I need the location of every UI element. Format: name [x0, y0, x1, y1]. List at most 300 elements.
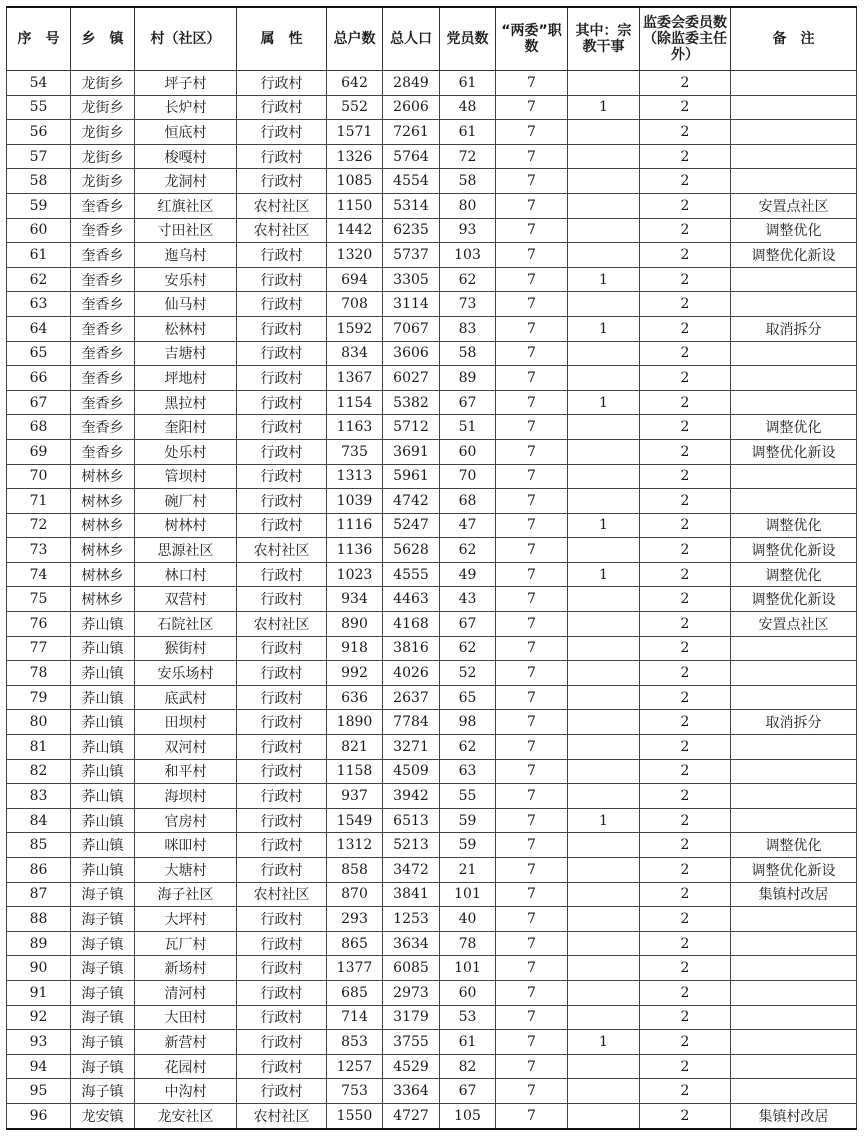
households-cell: 1890 — [327, 710, 383, 735]
table-row — [7, 636, 857, 661]
committee-posts-cell: 7 — [496, 980, 568, 1005]
table-row — [7, 710, 857, 735]
attribute-cell: 行政村 — [237, 390, 327, 415]
committee-posts-cell: 7 — [496, 439, 568, 464]
supervisory-members-cell: 2 — [640, 956, 731, 981]
party-members-cell: 61 — [440, 120, 496, 145]
attribute-cell: 行政村 — [237, 587, 327, 612]
population-cell: 5247 — [383, 513, 440, 538]
religious-officers-cell — [568, 366, 640, 391]
religious-officers-cell — [568, 71, 640, 96]
attribute-cell: 行政村 — [237, 685, 327, 710]
households-cell: 552 — [327, 95, 383, 120]
attribute-cell: 行政村 — [237, 169, 327, 194]
village-cell: 瓦厂村 — [135, 931, 237, 956]
party-members-cell: 62 — [440, 636, 496, 661]
committee-posts-cell: 7 — [496, 587, 568, 612]
township-cell: 树林乡 — [71, 538, 135, 563]
township-cell: 海子镇 — [71, 882, 135, 907]
committee-posts-cell: 7 — [496, 1079, 568, 1104]
households-cell: 1442 — [327, 218, 383, 243]
committee-posts-cell: 7 — [496, 931, 568, 956]
committee-posts-cell: 7 — [496, 710, 568, 735]
supervisory-members-cell: 2 — [640, 243, 731, 268]
township-cell: 奎香乡 — [71, 243, 135, 268]
population-cell: 6513 — [383, 808, 440, 833]
party-members-cell: 83 — [440, 316, 496, 341]
remarks-cell: 调整优化新设 — [731, 538, 857, 563]
committee-posts-cell: 7 — [496, 169, 568, 194]
village-cell: 坪地村 — [135, 366, 237, 391]
attribute-cell: 行政村 — [237, 1079, 327, 1104]
religious-officers-cell: 1 — [568, 562, 640, 587]
religious-officers-cell — [568, 636, 640, 661]
party-members-cell: 73 — [440, 292, 496, 317]
population-cell: 3816 — [383, 636, 440, 661]
religious-officers-cell — [568, 931, 640, 956]
village-cell: 处乐村 — [135, 439, 237, 464]
township-cell: 奎香乡 — [71, 316, 135, 341]
attribute-cell: 行政村 — [237, 1030, 327, 1055]
party-members-cell: 101 — [440, 956, 496, 981]
table-row — [7, 931, 857, 956]
committee-posts-cell: 7 — [496, 415, 568, 440]
header-total-households: 总户数 — [327, 7, 383, 71]
village-cell: 梭嘎村 — [135, 144, 237, 169]
population-cell: 5628 — [383, 538, 440, 563]
serial-cell: 88 — [7, 907, 71, 932]
table-row — [7, 907, 857, 932]
committee-posts-cell: 7 — [496, 267, 568, 292]
committee-posts-cell: 7 — [496, 316, 568, 341]
attribute-cell: 行政村 — [237, 489, 327, 514]
remarks-cell — [731, 980, 857, 1005]
population-cell: 7784 — [383, 710, 440, 735]
table-row — [7, 858, 857, 883]
population-cell: 5764 — [383, 144, 440, 169]
party-members-cell: 55 — [440, 784, 496, 809]
table-row — [7, 489, 857, 514]
serial-cell: 76 — [7, 612, 71, 637]
population-cell: 2606 — [383, 95, 440, 120]
township-cell: 奎香乡 — [71, 415, 135, 440]
village-cell: 咪吅村 — [135, 833, 237, 858]
population-cell: 4529 — [383, 1054, 440, 1079]
supervisory-members-cell: 2 — [640, 538, 731, 563]
remarks-cell: 调整优化 — [731, 562, 857, 587]
table-row — [7, 193, 857, 218]
party-members-cell: 93 — [440, 218, 496, 243]
committee-posts-cell: 7 — [496, 341, 568, 366]
religious-officers-cell: 1 — [568, 95, 640, 120]
attribute-cell: 农村社区 — [237, 612, 327, 637]
households-cell: 821 — [327, 735, 383, 760]
header-total-population: 总人口 — [383, 7, 440, 71]
village-cell: 田坝村 — [135, 710, 237, 735]
header-attribute: 属 性 — [237, 7, 327, 71]
religious-officers-cell: 1 — [568, 1030, 640, 1055]
households-cell: 1136 — [327, 538, 383, 563]
table-row — [7, 464, 857, 489]
remarks-cell: 安置点社区 — [731, 612, 857, 637]
party-members-cell: 47 — [440, 513, 496, 538]
households-cell: 1571 — [327, 120, 383, 145]
committee-posts-cell: 7 — [496, 882, 568, 907]
supervisory-members-cell: 2 — [640, 833, 731, 858]
supervisory-members-cell: 2 — [640, 144, 731, 169]
attribute-cell: 行政村 — [237, 71, 327, 96]
party-members-cell: 53 — [440, 1005, 496, 1030]
village-cell: 吉塘村 — [135, 341, 237, 366]
attribute-cell: 行政村 — [237, 907, 327, 932]
population-cell: 3114 — [383, 292, 440, 317]
township-cell: 奎香乡 — [71, 341, 135, 366]
party-members-cell: 62 — [440, 538, 496, 563]
population-cell: 3942 — [383, 784, 440, 809]
village-cell: 龙洞村 — [135, 169, 237, 194]
religious-officers-cell — [568, 685, 640, 710]
serial-cell: 68 — [7, 415, 71, 440]
village-cell: 新营村 — [135, 1030, 237, 1055]
table-row — [7, 390, 857, 415]
households-cell: 992 — [327, 661, 383, 686]
attribute-cell: 行政村 — [237, 562, 327, 587]
population-cell: 6027 — [383, 366, 440, 391]
religious-officers-cell — [568, 169, 640, 194]
serial-cell: 66 — [7, 366, 71, 391]
village-cell: 松林村 — [135, 316, 237, 341]
table-row — [7, 759, 857, 784]
village-cell: 仙马村 — [135, 292, 237, 317]
table-row — [7, 562, 857, 587]
attribute-cell: 行政村 — [237, 833, 327, 858]
remarks-cell — [731, 390, 857, 415]
party-members-cell: 40 — [440, 907, 496, 932]
village-cell: 大田村 — [135, 1005, 237, 1030]
households-cell: 865 — [327, 931, 383, 956]
committee-posts-cell: 7 — [496, 366, 568, 391]
committee-posts-cell: 7 — [496, 538, 568, 563]
table-row — [7, 144, 857, 169]
remarks-cell: 集镇村改居 — [731, 882, 857, 907]
population-cell: 3634 — [383, 931, 440, 956]
township-cell: 树林乡 — [71, 464, 135, 489]
population-cell: 3364 — [383, 1079, 440, 1104]
township-cell: 龙街乡 — [71, 71, 135, 96]
remarks-cell: 集镇村改居 — [731, 1103, 857, 1128]
serial-cell: 81 — [7, 735, 71, 760]
party-members-cell: 105 — [440, 1103, 496, 1128]
township-cell: 奎香乡 — [71, 193, 135, 218]
header-village-community: 村（社区） — [135, 7, 237, 71]
table-row — [7, 316, 857, 341]
serial-cell: 67 — [7, 390, 71, 415]
supervisory-members-cell: 2 — [640, 784, 731, 809]
committee-posts-cell: 7 — [496, 907, 568, 932]
attribute-cell: 行政村 — [237, 120, 327, 145]
religious-officers-cell — [568, 1103, 640, 1128]
table-row — [7, 882, 857, 907]
village-cell: 新场村 — [135, 956, 237, 981]
party-members-cell: 43 — [440, 587, 496, 612]
attribute-cell: 行政村 — [237, 1054, 327, 1079]
committee-posts-cell: 7 — [496, 71, 568, 96]
table-row — [7, 415, 857, 440]
attribute-cell: 行政村 — [237, 808, 327, 833]
party-members-cell: 82 — [440, 1054, 496, 1079]
table-row — [7, 735, 857, 760]
village-cell: 花园村 — [135, 1054, 237, 1079]
committee-posts-cell: 7 — [496, 193, 568, 218]
supervisory-members-cell: 2 — [640, 1030, 731, 1055]
households-cell: 1549 — [327, 808, 383, 833]
attribute-cell: 行政村 — [237, 439, 327, 464]
supervisory-members-cell: 2 — [640, 587, 731, 612]
serial-cell: 71 — [7, 489, 71, 514]
population-cell: 2849 — [383, 71, 440, 96]
village-cell: 长炉村 — [135, 95, 237, 120]
serial-cell: 91 — [7, 980, 71, 1005]
committee-posts-cell: 7 — [496, 390, 568, 415]
village-cell: 林口村 — [135, 562, 237, 587]
households-cell: 1550 — [327, 1103, 383, 1128]
attribute-cell: 行政村 — [237, 735, 327, 760]
remarks-cell: 调整优化新设 — [731, 439, 857, 464]
households-cell: 918 — [327, 636, 383, 661]
households-cell: 858 — [327, 858, 383, 883]
remarks-cell — [731, 95, 857, 120]
serial-cell: 69 — [7, 439, 71, 464]
population-cell: 4168 — [383, 612, 440, 637]
committee-posts-cell: 7 — [496, 833, 568, 858]
attribute-cell: 行政村 — [237, 95, 327, 120]
attribute-cell: 行政村 — [237, 1005, 327, 1030]
party-members-cell: 67 — [440, 1079, 496, 1104]
households-cell: 753 — [327, 1079, 383, 1104]
attribute-cell: 行政村 — [237, 292, 327, 317]
committee-posts-cell: 7 — [496, 218, 568, 243]
township-cell: 海子镇 — [71, 931, 135, 956]
households-cell: 1377 — [327, 956, 383, 981]
serial-cell: 72 — [7, 513, 71, 538]
supervisory-members-cell: 2 — [640, 980, 731, 1005]
attribute-cell: 行政村 — [237, 341, 327, 366]
remarks-cell — [731, 292, 857, 317]
remarks-cell — [731, 735, 857, 760]
party-members-cell: 68 — [440, 489, 496, 514]
serial-cell: 56 — [7, 120, 71, 145]
table-row — [7, 292, 857, 317]
township-cell: 荞山镇 — [71, 685, 135, 710]
remarks-cell — [731, 341, 857, 366]
population-cell: 5712 — [383, 415, 440, 440]
supervisory-members-cell: 2 — [640, 489, 731, 514]
township-cell: 荞山镇 — [71, 808, 135, 833]
township-cell: 树林乡 — [71, 489, 135, 514]
table-row — [7, 612, 857, 637]
religious-officers-cell — [568, 833, 640, 858]
supervisory-members-cell: 2 — [640, 464, 731, 489]
attribute-cell: 行政村 — [237, 513, 327, 538]
households-cell: 708 — [327, 292, 383, 317]
population-cell: 3472 — [383, 858, 440, 883]
serial-cell: 89 — [7, 931, 71, 956]
religious-officers-cell — [568, 784, 640, 809]
religious-officers-cell: 1 — [568, 316, 640, 341]
table-row — [7, 169, 857, 194]
table-header — [7, 7, 857, 71]
township-cell: 奎香乡 — [71, 439, 135, 464]
remarks-cell — [731, 759, 857, 784]
township-cell: 树林乡 — [71, 562, 135, 587]
table-row — [7, 587, 857, 612]
village-cell: 黑拉村 — [135, 390, 237, 415]
supervisory-members-cell: 2 — [640, 882, 731, 907]
households-cell: 642 — [327, 71, 383, 96]
religious-officers-cell — [568, 1079, 640, 1104]
township-cell: 荞山镇 — [71, 759, 135, 784]
serial-cell: 54 — [7, 71, 71, 96]
population-cell: 4509 — [383, 759, 440, 784]
village-cell: 寸田社区 — [135, 218, 237, 243]
township-cell: 奎香乡 — [71, 292, 135, 317]
committee-posts-cell: 7 — [496, 144, 568, 169]
serial-cell: 84 — [7, 808, 71, 833]
township-cell: 海子镇 — [71, 1030, 135, 1055]
religious-officers-cell — [568, 341, 640, 366]
township-cell: 荞山镇 — [71, 784, 135, 809]
serial-cell: 60 — [7, 218, 71, 243]
village-cell: 和平村 — [135, 759, 237, 784]
population-cell: 6085 — [383, 956, 440, 981]
party-members-cell: 51 — [440, 415, 496, 440]
religious-officers-cell: 1 — [568, 513, 640, 538]
households-cell: 636 — [327, 685, 383, 710]
party-members-cell: 80 — [440, 193, 496, 218]
party-members-cell: 48 — [440, 95, 496, 120]
remarks-cell — [731, 144, 857, 169]
supervisory-members-cell: 2 — [640, 390, 731, 415]
village-cell: 猴街村 — [135, 636, 237, 661]
party-members-cell: 70 — [440, 464, 496, 489]
serial-cell: 94 — [7, 1054, 71, 1079]
population-cell: 5737 — [383, 243, 440, 268]
remarks-cell — [731, 931, 857, 956]
table-body — [7, 71, 857, 1129]
committee-posts-cell: 7 — [496, 858, 568, 883]
committee-posts-cell: 7 — [496, 808, 568, 833]
religious-officers-cell — [568, 661, 640, 686]
population-cell: 5213 — [383, 833, 440, 858]
township-cell: 龙街乡 — [71, 144, 135, 169]
table-row — [7, 956, 857, 981]
supervisory-members-cell: 2 — [640, 71, 731, 96]
village-cell: 官房村 — [135, 808, 237, 833]
population-cell: 5382 — [383, 390, 440, 415]
supervisory-members-cell: 2 — [640, 685, 731, 710]
attribute-cell: 行政村 — [237, 464, 327, 489]
households-cell: 1257 — [327, 1054, 383, 1079]
party-members-cell: 49 — [440, 562, 496, 587]
table-row — [7, 685, 857, 710]
serial-cell: 59 — [7, 193, 71, 218]
supervisory-members-cell: 2 — [640, 735, 731, 760]
attribute-cell: 行政村 — [237, 415, 327, 440]
remarks-cell — [731, 907, 857, 932]
supervisory-members-cell: 2 — [640, 218, 731, 243]
party-members-cell: 67 — [440, 612, 496, 637]
population-cell: 4727 — [383, 1103, 440, 1128]
remarks-cell — [731, 784, 857, 809]
households-cell: 1326 — [327, 144, 383, 169]
committee-posts-cell: 7 — [496, 489, 568, 514]
table-row — [7, 808, 857, 833]
religious-officers-cell: 1 — [568, 808, 640, 833]
population-cell: 3606 — [383, 341, 440, 366]
village-cell: 底武村 — [135, 685, 237, 710]
table-row — [7, 439, 857, 464]
header-township: 乡 镇 — [71, 7, 135, 71]
party-members-cell: 60 — [440, 980, 496, 1005]
serial-cell: 64 — [7, 316, 71, 341]
committee-posts-cell: 7 — [496, 661, 568, 686]
households-cell: 1320 — [327, 243, 383, 268]
remarks-cell — [731, 1005, 857, 1030]
document-page — [6, 6, 856, 1130]
supervisory-members-cell: 2 — [640, 267, 731, 292]
remarks-cell — [731, 685, 857, 710]
township-cell: 荞山镇 — [71, 833, 135, 858]
population-cell: 6235 — [383, 218, 440, 243]
serial-cell: 79 — [7, 685, 71, 710]
serial-cell: 78 — [7, 661, 71, 686]
header-religious-officers: 其中：宗教干事 — [568, 7, 640, 71]
attribute-cell: 农村社区 — [237, 882, 327, 907]
religious-officers-cell — [568, 415, 640, 440]
serial-cell: 83 — [7, 784, 71, 809]
party-members-cell: 89 — [440, 366, 496, 391]
religious-officers-cell — [568, 292, 640, 317]
village-cell: 红旗社区 — [135, 193, 237, 218]
religious-officers-cell — [568, 882, 640, 907]
table-row — [7, 1079, 857, 1104]
serial-cell: 96 — [7, 1103, 71, 1128]
committee-posts-cell: 7 — [496, 1054, 568, 1079]
table-row — [7, 341, 857, 366]
village-cell: 石院社区 — [135, 612, 237, 637]
serial-cell: 85 — [7, 833, 71, 858]
township-cell: 奎香乡 — [71, 390, 135, 415]
serial-cell: 73 — [7, 538, 71, 563]
supervisory-members-cell: 2 — [640, 366, 731, 391]
table-row — [7, 267, 857, 292]
religious-officers-cell — [568, 489, 640, 514]
committee-posts-cell: 7 — [496, 95, 568, 120]
table-row — [7, 120, 857, 145]
serial-cell: 90 — [7, 956, 71, 981]
households-cell: 834 — [327, 341, 383, 366]
remarks-cell — [731, 120, 857, 145]
supervisory-members-cell: 2 — [640, 759, 731, 784]
serial-cell: 80 — [7, 710, 71, 735]
supervisory-members-cell: 2 — [640, 95, 731, 120]
remarks-cell: 调整优化 — [731, 415, 857, 440]
remarks-cell — [731, 71, 857, 96]
population-cell: 3305 — [383, 267, 440, 292]
attribute-cell: 行政村 — [237, 858, 327, 883]
village-cell: 双营村 — [135, 587, 237, 612]
party-members-cell: 58 — [440, 341, 496, 366]
